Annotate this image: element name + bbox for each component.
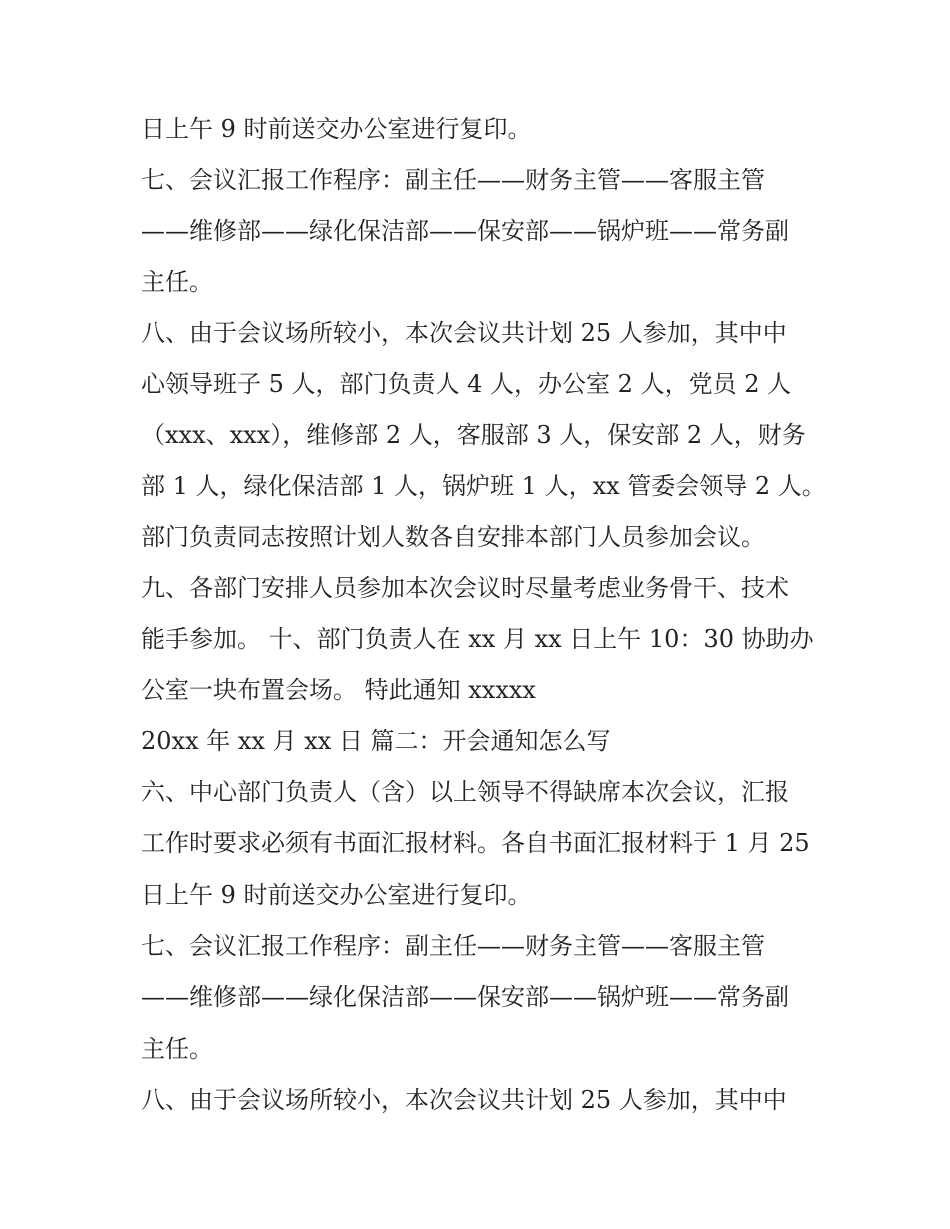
text-line: 部 1 人，绿化保洁部 1 人，锅炉班 1 人，xx 管委会领导 2 人。 <box>141 472 826 500</box>
text-line: 能手参加。 十、部门负责人在 xx 月 xx 日上午 10：30 协助办 <box>141 625 814 653</box>
text-line: 八、由于会议场所较小，本次会议共计划 25 人参加，其中中 <box>141 319 787 347</box>
document-body <box>141 104 831 1126</box>
text-line: 九、各部门安排人员参加本次会议时尽量考虑业务骨干、技术 <box>141 574 789 602</box>
text-line: 日上午 9 时前送交办公室进行复印。 <box>141 115 532 143</box>
text-line: 七、会议汇报工作程序：副主任——财务主管——客服主管 <box>141 166 765 194</box>
text-line: 工作时要求必须有书面汇报材料。各自书面汇报材料于 1 月 25 <box>141 829 810 857</box>
text-line: 八、由于会议场所较小，本次会议共计划 25 人参加，其中中 <box>141 1086 787 1114</box>
text-line: 日上午 9 时前送交办公室进行复印。 <box>141 881 532 909</box>
text-line: 主任。 <box>141 268 213 296</box>
text-line: 六、中心部门负责人（含）以上领导不得缺席本次会议，汇报 <box>141 778 789 806</box>
text-line: 部门负责同志按照计划人数各自安排本部门人员参加会议。 <box>141 523 765 551</box>
text-line: 七、会议汇报工作程序：副主任——财务主管——客服主管 <box>141 932 765 960</box>
text-line: （xxx、xxx），维修部 2 人，客服部 3 人，保安部 2 人，财务 <box>141 421 806 449</box>
text-line: 公室一块布置会场。 特此通知 xxxxx <box>141 676 536 704</box>
text-line: 主任。 <box>141 1035 213 1063</box>
text-line: 心领导班子 5 人，部门负责人 4 人，办公室 2 人，党员 2 人 <box>141 370 792 398</box>
text-line: ——维修部——绿化保洁部——保安部——锅炉班——常务副 <box>141 217 789 245</box>
text-line: 20xx 年 xx 月 xx 日 篇二：开会通知怎么写 <box>141 727 611 755</box>
text-line: ——维修部——绿化保洁部——保安部——锅炉班——常务副 <box>141 983 789 1011</box>
